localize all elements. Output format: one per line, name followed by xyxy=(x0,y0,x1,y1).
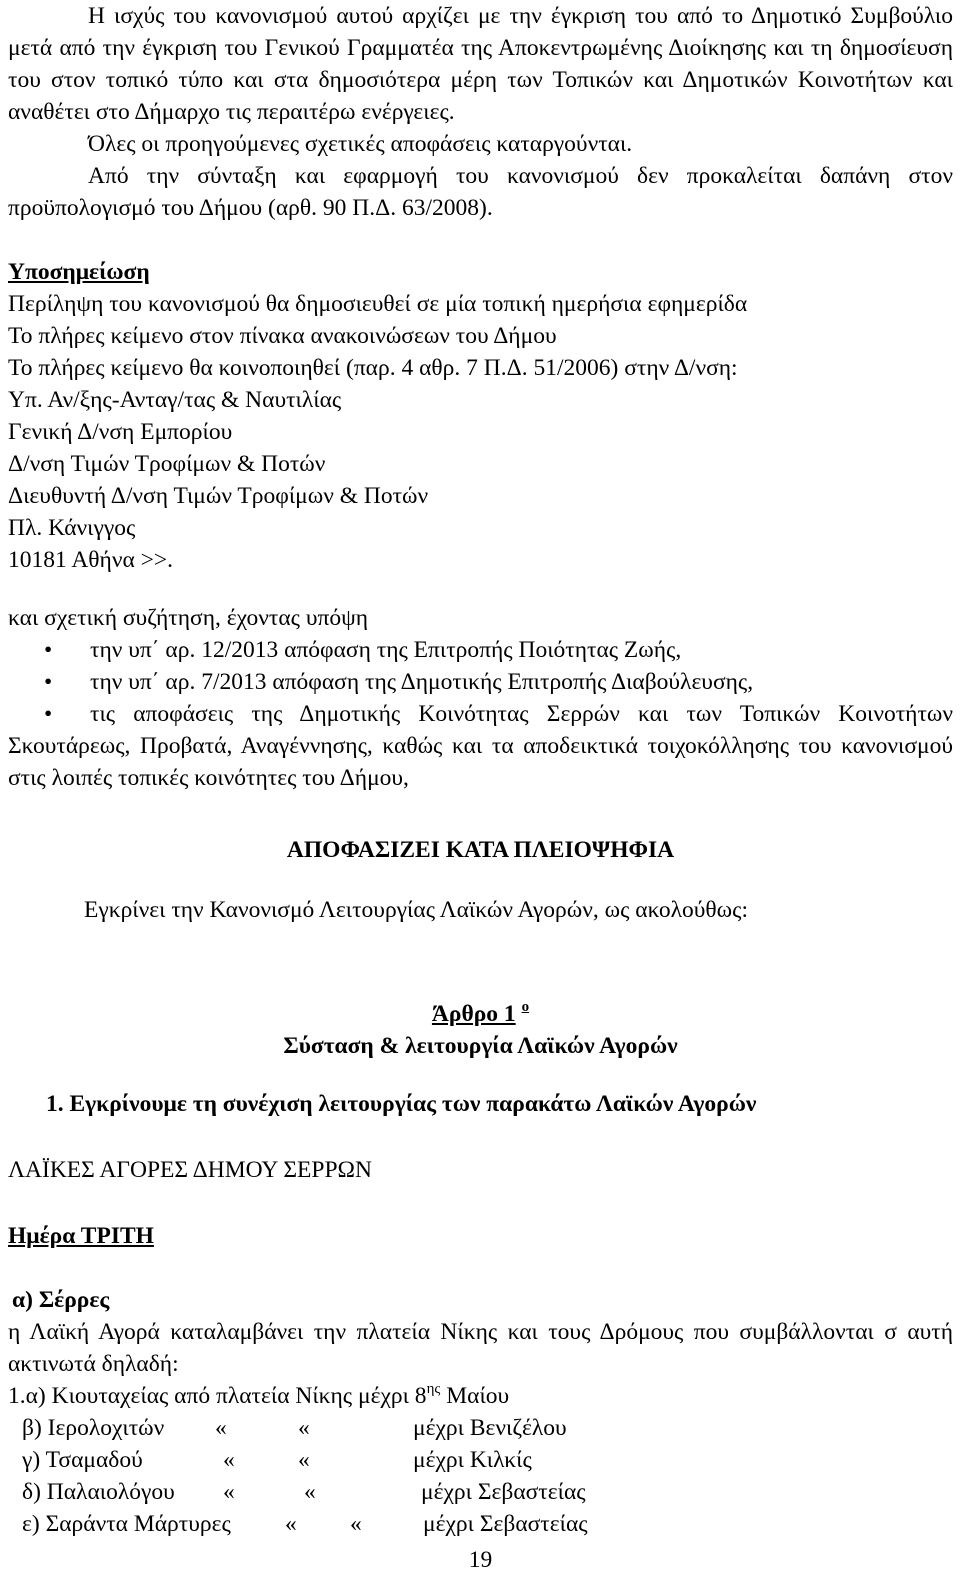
list-item xyxy=(8,634,953,666)
article-title-superscript: ο xyxy=(521,999,530,1015)
ditto-mark: « xyxy=(223,1447,235,1473)
market-street xyxy=(8,1476,953,1508)
ditto-mark: « xyxy=(304,1479,316,1505)
note-line: Περίληψη του κανονισμού θα δημοσιευθεί σε μία τοπική ημερήσια εφημερίδα xyxy=(8,291,748,317)
intro-paragraph-2: Όλες οι προηγούμενες σχετικές αποφάσεις καταργούνται. xyxy=(88,131,633,157)
intro-paragraph-1: Η ισχύς του κανονισμού αυτού αρχίζει με την έγκριση του από το Δημοτικό Συμβούλιο μετά από την έγκριση του Γενικού Γραμματέα της Αποκεντρωμένης Διοίκησης και τη δημοσίευση του στον τοπικό τύπο και στα δημοσιότερα μέρη των Τοπικών και Δημοτικών Κοινοτήτων και αναθέτει στο Δήμαρχο τις περαιτέρω ενέργειες. xyxy=(8,3,953,125)
article-subtitle: Σύσταση & λειτουργία Λαϊκών Αγορών xyxy=(283,1033,678,1059)
street-text: 1.α) Κιουταχείας από πλατεία Νίκης μέχρι 8 xyxy=(8,1383,427,1409)
decision-text: Εγκρίνει την Κανονισμό Λειτουργίας Λαϊκών Αγορών, ως ακολούθως: xyxy=(84,897,748,923)
list-item-text: την υπ΄ αρ. 12/2013 απόφαση της Επιτροπής Ποιότητας Ζωής, xyxy=(90,637,682,663)
note-line: Υπ. Αν/ξης-Ανταγ/τας & Ναυτιλίας xyxy=(8,387,342,413)
document-page xyxy=(8,0,953,1573)
ditto-mark: « xyxy=(298,1415,310,1441)
note-line: Πλ. Κάνιγγος xyxy=(8,515,136,541)
article-item-1: 1. Εγκρίνουμε τη συνέχιση λειτουργίας των παρακάτω Λαϊκών Αγορών xyxy=(46,1091,757,1117)
market-street xyxy=(8,1412,953,1444)
market-street xyxy=(8,1444,953,1476)
market-location: α) Σέρρες xyxy=(12,1287,110,1313)
street-superscript: ης xyxy=(426,1381,441,1397)
street-suffix: Μαίου xyxy=(440,1383,510,1409)
decision-title: ΑΠΟΦΑΣΙΖΕΙ ΚΑΤΑ ΠΛΕΙΟΨΗΦΙΑ xyxy=(286,837,675,863)
note-line: Δ/νση Τιμών Τροφίμων & Ποτών xyxy=(8,451,326,477)
bullet-icon: • xyxy=(44,669,53,695)
street-name: δ) Παλαιολόγου xyxy=(22,1479,175,1505)
note-line: Γενική Δ/νση Εμπορίου xyxy=(8,419,233,445)
note-line: Διευθυντή Δ/νση Τιμών Τροφίμων & Ποτών xyxy=(8,483,429,509)
intro-paragraph-3: Από την σύνταξη και εφαρμογή του κανονισμού δεν προκαλείται δαπάνη στον προϋπολογισμό του Δήμου (αρθ. 90 Π.Δ. 63/2008). xyxy=(8,163,953,221)
discussion-intro: και σχετική συζήτηση, έχοντας υπόψη xyxy=(8,605,369,631)
street-name: ε) Σαράντα Μάρτυρες xyxy=(22,1511,231,1537)
ditto-mark: « xyxy=(215,1415,227,1441)
ditto-mark: « xyxy=(350,1511,362,1537)
markets-heading: ΛΑΪΚΕΣ ΑΓΟΡΕΣ ΔΗΜΟΥ ΣΕΡΡΩΝ xyxy=(8,1157,372,1183)
street-name: β) Ιερολοχιτών xyxy=(22,1415,165,1441)
note-line: Το πλήρες κείμενο στον πίνακα ανακοινώσεων του Δήμου xyxy=(8,323,557,349)
ditto-mark: « xyxy=(298,1447,310,1473)
note-heading: Υποσημείωση xyxy=(8,259,150,285)
street-limit: μέχρι Σεβαστείας xyxy=(423,1511,588,1537)
street-list xyxy=(8,1412,953,1540)
street-limit: μέχρι Βενιζέλου xyxy=(413,1415,567,1441)
article-title xyxy=(8,998,953,1030)
list-item xyxy=(8,666,953,698)
street-name: γ) Τσαμαδού xyxy=(22,1447,143,1473)
market-day: Ημέρα ΤΡΙΤΗ xyxy=(8,1223,154,1249)
note-lines xyxy=(8,288,953,576)
market-description: η Λαϊκή Αγορά καταλαμβάνει την πλατεία Νίκης και τους Δρόμους που συμβάλλονται σ αυτή ακτινωτά δηλαδή: xyxy=(8,1319,953,1377)
article-title-text: Άρθρο 1 xyxy=(431,1001,516,1027)
considerations-list xyxy=(8,634,953,794)
bullet-icon: • xyxy=(44,637,53,663)
list-item-text: τις αποφάσεις της Δημοτικής Κοινότητας Σερρών και των Τοπικών Κοινοτήτων Σκουτάρεως, Προβατά, Αναγέννησης, καθώς και τα αποδεικτικά τοιχοκόλλησης του κανονισμού στις λοιπές τοπικές κοινότητες του Δήμου, xyxy=(8,701,953,791)
street-limit: μέχρι Σεβαστείας xyxy=(421,1479,586,1505)
street-limit: μέχρι Κιλκίς xyxy=(413,1447,532,1473)
ditto-mark: « xyxy=(285,1511,297,1537)
page-number: 19 xyxy=(468,1547,493,1573)
market-street xyxy=(8,1380,953,1412)
list-item xyxy=(8,698,953,794)
ditto-mark: « xyxy=(223,1479,235,1505)
list-item-text: την υπ΄ αρ. 7/2013 απόφαση της Δημοτικής Επιτροπής Διαβούλευσης, xyxy=(90,669,754,695)
note-line: 10181 Αθήνα >>. xyxy=(8,547,174,573)
market-street xyxy=(8,1508,953,1540)
note-line: Το πλήρες κείμενο θα κοινοποιηθεί (παρ. 4 αθρ. 7 Π.Δ. 51/2006) στην Δ/νση: xyxy=(8,355,738,381)
bullet-icon: • xyxy=(44,701,53,727)
